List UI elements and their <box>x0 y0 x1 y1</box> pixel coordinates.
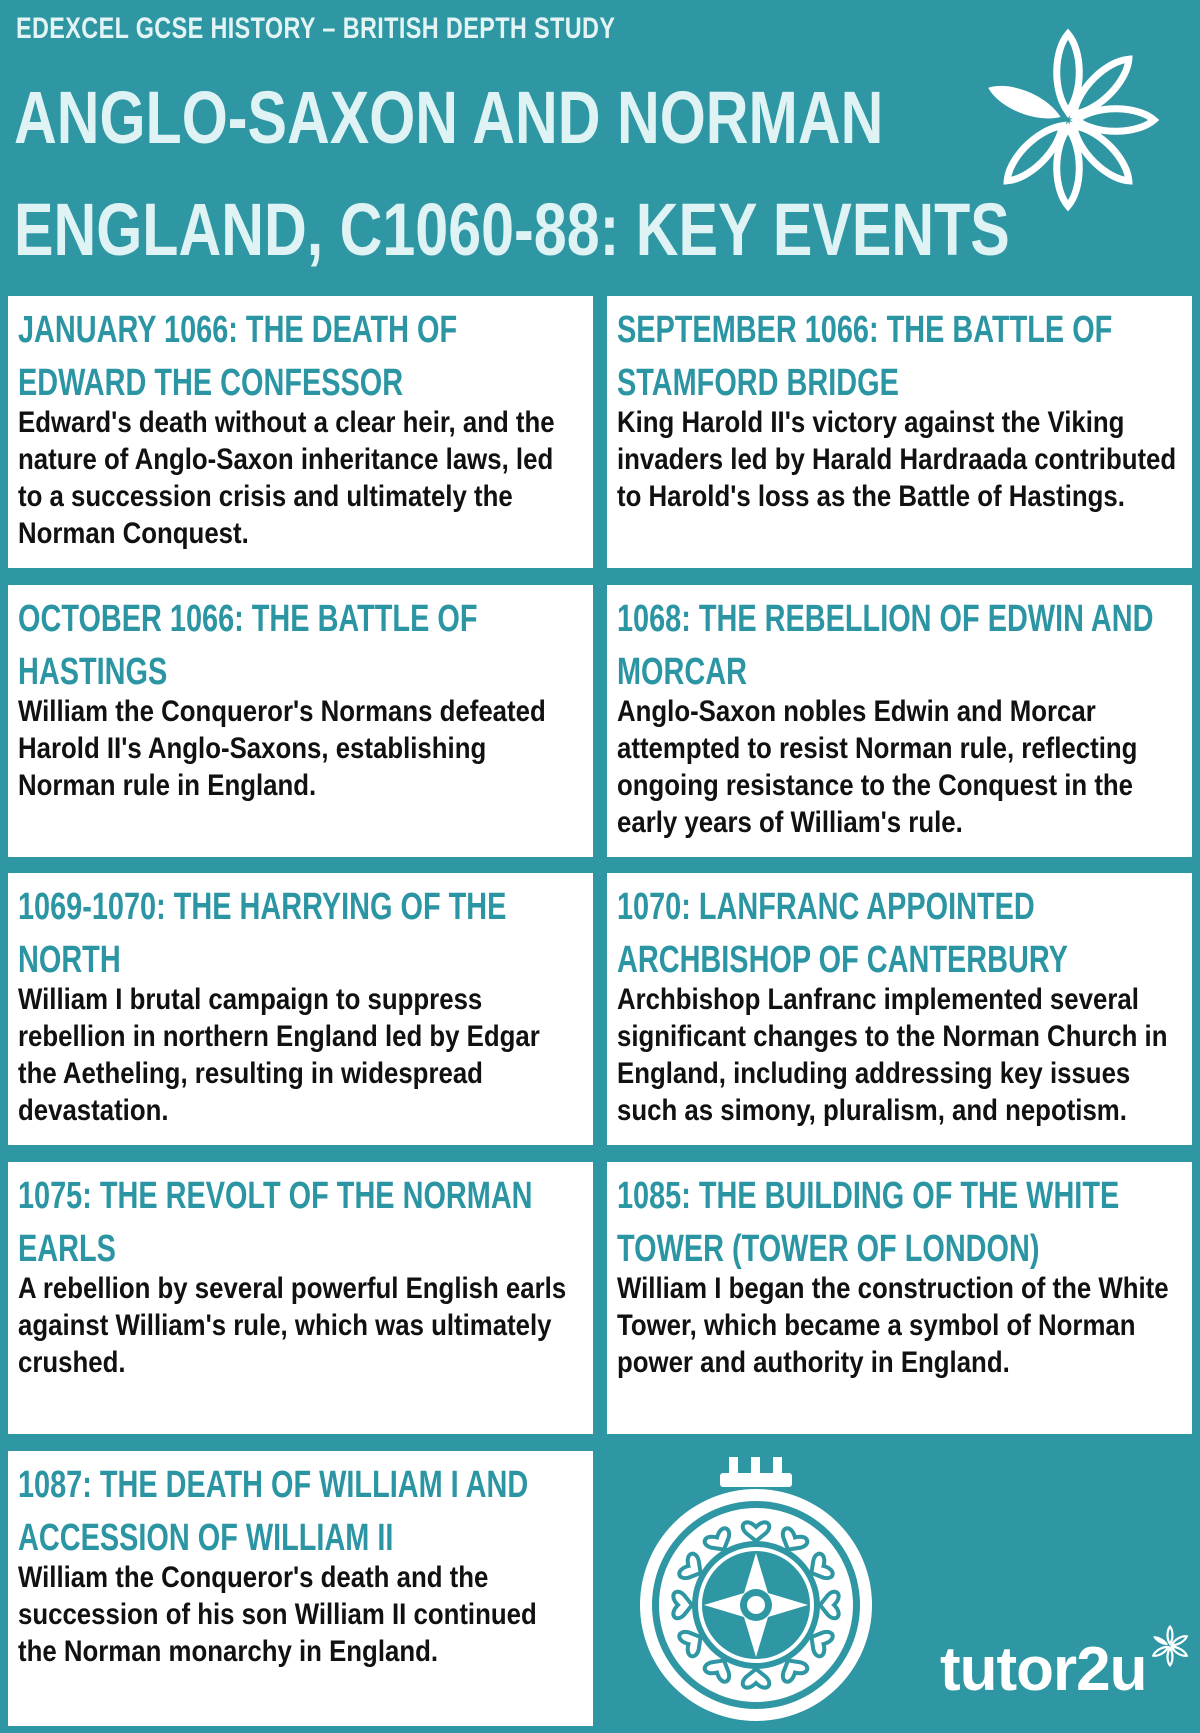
course-subtitle: EDEXCEL GCSE HISTORY – BRITISH DEPTH STUDY <box>16 12 616 45</box>
event-title: 1087: THE DEATH OF WILLIAM I AND ACCESSION OF WILLIAM II <box>18 1464 529 1559</box>
event-title: 1068: THE REBELLION OF EDWIN AND MORCAR <box>617 598 1154 693</box>
event-description: William I began the construction of the White Tower, which became a symbol of Norman power and authority in England. <box>617 1272 1169 1379</box>
event-title: 1075: THE REVOLT OF THE NORMAN EARLS <box>18 1175 533 1270</box>
event-description: Edward's death without a clear heir, and the nature of Anglo-Saxon inheritance laws, led to a succession crisis and ultimately the Norman Conquest. <box>18 406 555 550</box>
event-description: William I brutal campaign to suppress rebellion in northern England led by Edgar the Aetheling, resulting in widespread devastation. <box>18 983 540 1127</box>
event-description: King Harold II's victory against the Viking invaders led by Harald Hardraada contributed to Harold's loss as the Battle of Hastings. <box>617 406 1177 513</box>
event-card-edwin-morcar <box>607 585 1192 857</box>
page-title <box>14 62 1010 286</box>
event-description: A rebellion by several powerful English earls against William's rule, which was ultimately crushed. <box>18 1272 567 1379</box>
event-card-revolt-earls <box>8 1162 593 1434</box>
event-card-stamford-bridge <box>607 296 1192 568</box>
logo-flower-icon <box>1148 1624 1192 1668</box>
event-title: 1085: THE BUILDING OF THE WHITE TOWER (TOWER OF LONDON) <box>617 1175 1120 1270</box>
event-title: JANUARY 1066: THE DEATH OF EDWARD THE CONFESSOR <box>18 309 458 404</box>
page-title-line-2: ENGLAND, C1060-88: KEY EVENTS <box>14 188 1010 271</box>
flower-icon <box>968 20 1168 220</box>
anglo-saxon-brooch-icon <box>634 1455 878 1730</box>
event-card-hastings <box>8 585 593 857</box>
event-title: OCTOBER 1066: THE BATTLE OF HASTINGS <box>18 598 478 693</box>
event-card-edward-death <box>8 296 593 568</box>
page-header <box>0 0 1200 290</box>
event-description: Anglo-Saxon nobles Edwin and Morcar attempted to resist Norman rule, reflecting ongoing resistance to the Conquest in the early years of William's rule. <box>617 695 1138 839</box>
event-description: William the Conqueror's Normans defeated Harold II's Anglo-Saxons, establishing Norman rule in England. <box>18 695 546 802</box>
event-description: Archbishop Lanfranc implemented several significant changes to the Norman Church in England, including addressing key issues such as simony, pluralism, and nepotism. <box>617 983 1168 1127</box>
event-card-harrying-north <box>8 873 593 1145</box>
event-description: William the Conqueror's death and the succession of his son William II continued the Norman monarchy in England. <box>18 1561 537 1668</box>
page-title-line-1: ANGLO-SAXON AND NORMAN <box>14 76 884 159</box>
tutor2u-logo: tutor2u <box>940 1635 1147 1704</box>
event-title: 1069-1070: THE HARRYING OF THE NORTH <box>18 886 507 981</box>
event-title: 1070: LANFRANC APPOINTED ARCHBISHOP OF CANTERBURY <box>617 886 1068 981</box>
event-card-lanfranc <box>607 873 1192 1145</box>
event-title: SEPTEMBER 1066: THE BATTLE OF STAMFORD BRIDGE <box>617 309 1113 404</box>
event-card-white-tower <box>607 1162 1192 1434</box>
event-card-william-death <box>8 1451 593 1726</box>
